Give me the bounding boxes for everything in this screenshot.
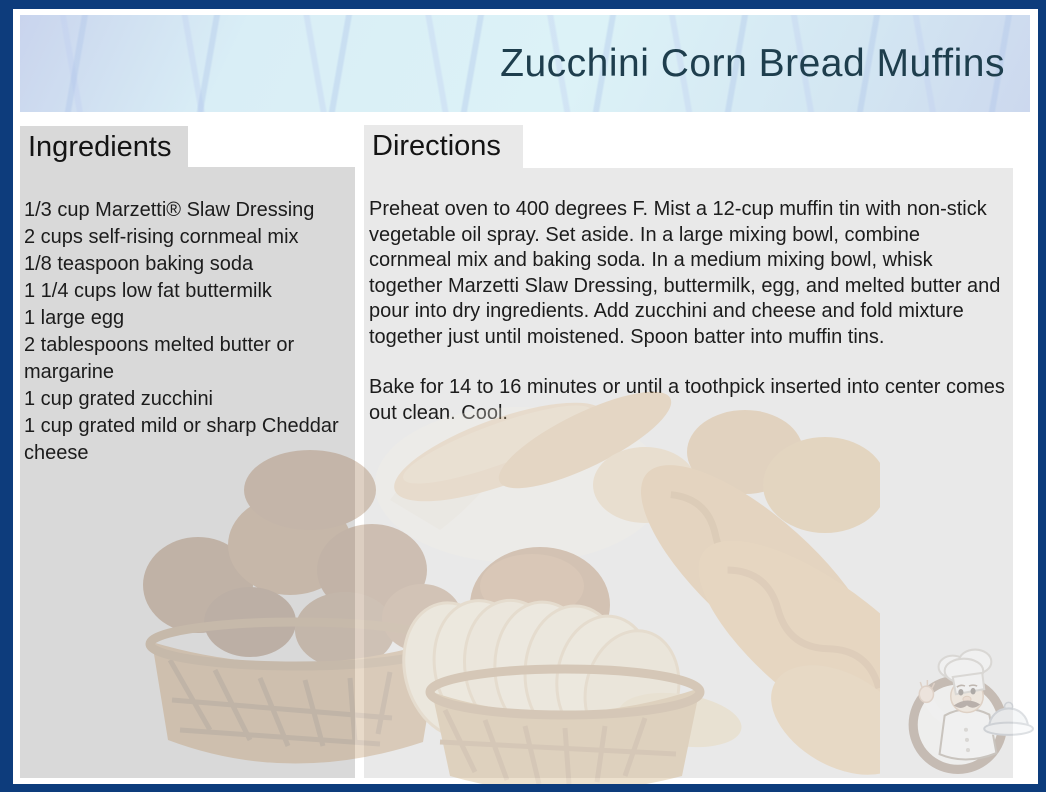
directions-heading-box	[364, 125, 523, 168]
ingredient-item: 1 cup grated zucchini	[24, 388, 214, 410]
page-title: Zucchini Corn Bread Muffins	[500, 41, 1005, 85]
directions-text	[364, 168, 1013, 426]
header-band	[20, 15, 1030, 112]
ingredient-item: 1/8 teaspoon baking soda	[24, 253, 254, 275]
ingredient-item: 1 1/4 cups low fat buttermilk	[24, 280, 272, 302]
ingredient-item: 1 large egg	[24, 307, 125, 329]
frame-border-bottom	[0, 784, 1046, 792]
ingredient-item: 2 tablespoons melted butter or margarine	[24, 334, 295, 383]
directions-paragraph: Preheat oven to 400 degrees F. Mist a 12-cup muffin tin with non-stick vegetable oil spray. Set aside. In a large mixing bowl, combine cornmeal mix and baking soda. In a medium mixing bowl, whisk together Marzetti Slaw Dressing, buttermilk, egg, and melted butter and pour into dry ingredients. Add zucchini and cheese and fold mixture together just until moistened. Spoon batter into muffin tins.	[369, 198, 1001, 348]
frame-border-left	[0, 0, 13, 792]
frame-border-right	[1038, 0, 1046, 792]
directions-paragraph: Bake for 14 to 16 minutes or until a toothpick inserted into center comes out clean. Cool.	[369, 376, 1005, 424]
ingredients-heading-box	[20, 126, 188, 167]
frame-border-top	[0, 0, 1046, 9]
ingredients-panel	[20, 167, 355, 778]
ingredients-heading: Ingredients	[28, 131, 172, 163]
ingredient-item: 2 cups self-rising cornmeal mix	[24, 226, 299, 248]
ingredient-item: 1 cup grated mild or sharp Cheddar cheese	[24, 415, 339, 464]
ingredients-list	[20, 167, 355, 467]
directions-panel	[364, 168, 1013, 778]
directions-heading: Directions	[372, 130, 501, 162]
ingredient-item: 1/3 cup Marzetti® Slaw Dressing	[24, 199, 315, 221]
